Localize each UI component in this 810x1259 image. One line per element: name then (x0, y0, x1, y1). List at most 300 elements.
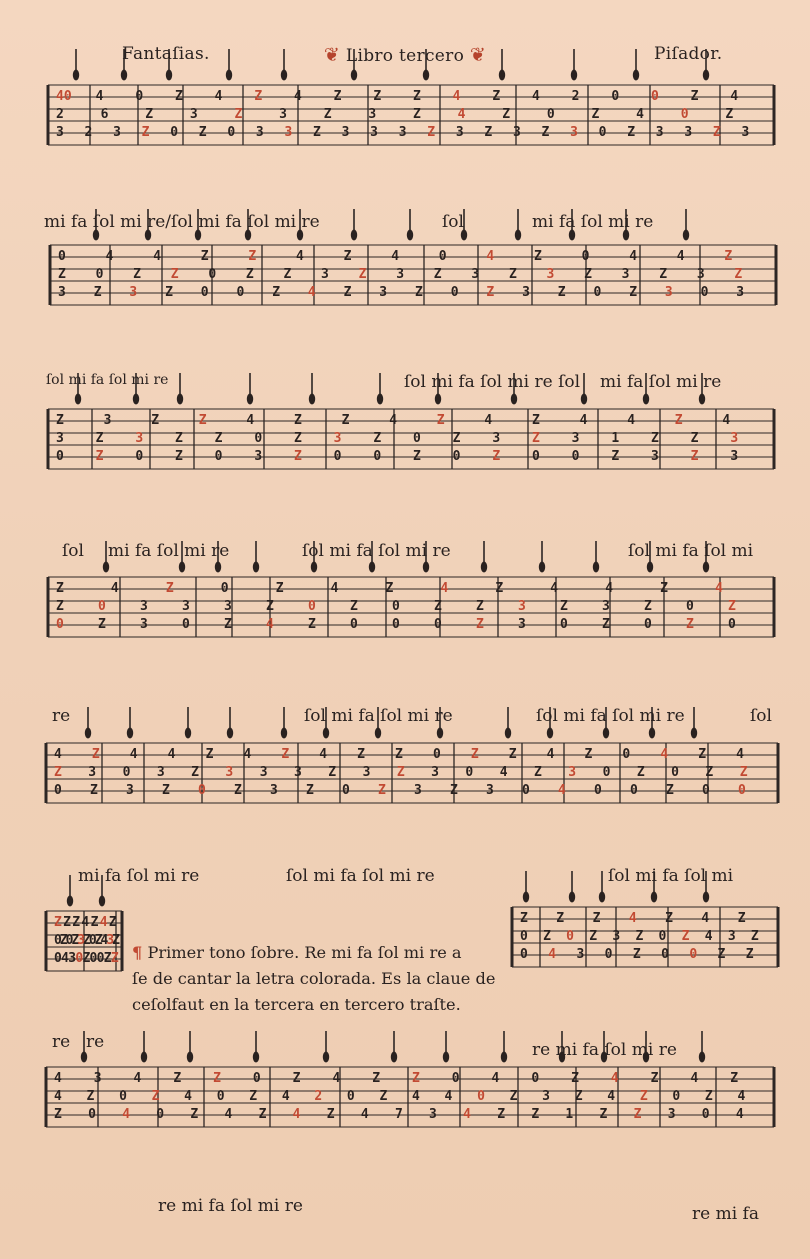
rhythm-sign (547, 728, 553, 739)
tab-cipher: Z (63, 915, 71, 930)
tab-cipher: Z (165, 285, 173, 300)
lyric-syllables: re (86, 1032, 105, 1052)
tab-cipher: 0 (56, 617, 64, 632)
rhythm-sign (253, 562, 259, 573)
tab-cipher: 3 (362, 765, 371, 780)
rhythm-sign (309, 394, 315, 405)
running-header-right: Piſador. (654, 44, 723, 64)
tab-cipher: Z (574, 1089, 583, 1104)
tab-cipher: Z (650, 1071, 659, 1086)
tab-cipher: 0 (532, 449, 540, 464)
tab-cipher: 0 (220, 581, 229, 596)
tab-cipher: 4 (690, 1071, 699, 1086)
tab-cipher: 0 (434, 617, 442, 632)
tab-cipher: 0 (566, 929, 575, 944)
tab-cipher: 0 (465, 765, 474, 780)
lyric-syllables: ſol mi fa ſol mi re (536, 706, 685, 726)
tab-cipher: 3 (68, 951, 77, 966)
tab-cipher: Z (283, 267, 292, 282)
tab-cipher: Z (495, 581, 504, 596)
tab-cipher: 3 (512, 125, 521, 140)
tab-cipher: 4 (558, 783, 566, 798)
tab-cipher: Z (170, 267, 179, 282)
tab-cipher: Z (95, 431, 104, 446)
tab-cipher: Z (56, 581, 64, 596)
rhythm-sign (599, 892, 605, 903)
rhythm-sign (369, 562, 375, 573)
tab-cipher: Z (54, 765, 62, 780)
tab-cipher: Z (91, 747, 100, 762)
tab-cipher: 4 (444, 1089, 453, 1104)
rhythm-sign (643, 394, 649, 405)
tab-cipher: Z (357, 747, 365, 762)
tab-cipher: Z (294, 431, 302, 446)
tab-cipher: Z (175, 431, 183, 446)
tab-cipher: 3 (576, 947, 585, 962)
tab-cipher: 3 (88, 765, 97, 780)
tab-cipher: 0 (170, 125, 179, 140)
tab-cipher: 3 (396, 267, 405, 282)
tab-cipher: 0 (135, 89, 144, 104)
tab-cipher: Z (98, 617, 106, 632)
tab-cipher: Z (745, 947, 754, 962)
tab-cipher: Z (602, 617, 610, 632)
tab-cipher: 4 (307, 285, 316, 300)
rhythm-sign (581, 394, 587, 405)
lyric-syllables: mi fa ſol mi re (532, 212, 654, 232)
lyric-syllables: mi fa ſol mi re (600, 372, 722, 392)
tab-cipher: 0 (346, 1089, 355, 1104)
tab-cipher: Z (245, 267, 254, 282)
tab-cipher: 3 (518, 617, 526, 632)
tab-cipher: Z (198, 413, 207, 428)
rhythm-sign (443, 1052, 449, 1063)
tab-cipher: 0 (58, 249, 66, 264)
tab-cipher: 0 (56, 449, 64, 464)
tab-cipher: 0 (571, 449, 580, 464)
tab-cipher: Z (59, 933, 68, 948)
tab-cipher: 0 (651, 89, 659, 104)
tab-cipher: Z (686, 617, 694, 632)
tab-cipher: Z (627, 125, 636, 140)
tab-cipher: 0 (520, 929, 528, 944)
tab-cipher: 3 (696, 267, 705, 282)
tab-cipher: Z (476, 599, 484, 614)
tab-cipher: Z (333, 89, 342, 104)
tab-cipher: Z (224, 617, 232, 632)
tab-cipher: 0 (546, 107, 555, 122)
tab-cipher: 4 (491, 1071, 500, 1086)
tab-cipher: 4 (546, 747, 555, 762)
rhythm-sign (437, 728, 443, 739)
tab-cipher: 0 (522, 783, 530, 798)
tab-cipher: 3 (254, 449, 263, 464)
tab-cipher: Z (666, 783, 674, 798)
tab-cipher: Z (165, 581, 174, 596)
tab-cipher: Z (379, 1089, 388, 1104)
tab-cipher: 3 (321, 267, 329, 282)
tab-cipher: 0 (65, 933, 74, 948)
tab-cipher: Z (90, 915, 99, 930)
tab-cipher: Z (306, 783, 314, 798)
tab-cipher: 4 (736, 747, 744, 762)
tab-cipher: Z (665, 911, 673, 926)
tab-cipher: 0 (680, 107, 689, 122)
tab-cipher: Z (173, 1071, 182, 1086)
tab-cipher: 0 (252, 1071, 261, 1086)
tab-cipher: Z (133, 267, 141, 282)
tab-cipher: Z (313, 125, 321, 140)
tab-cipher: Z (750, 929, 759, 944)
tab-cipher: 3 (93, 1071, 102, 1086)
tab-cipher: 0 (728, 617, 736, 632)
tab-cipher: Z (112, 933, 121, 948)
tab-cipher: Z (308, 617, 316, 632)
tab-cipher: 3 (414, 783, 422, 798)
tab-cipher: Z (234, 783, 242, 798)
rhythm-sign (703, 892, 709, 903)
tab-cipher: 0 (54, 933, 62, 948)
tab-cipher: 4 (722, 413, 731, 428)
tab-cipher: Z (591, 107, 600, 122)
rhythm-sign (281, 70, 287, 81)
tab-cipher: 4 (730, 89, 739, 104)
tab-cipher: Z (659, 267, 668, 282)
lyric-syllables: ſol mi fa ſol mi re (46, 372, 169, 388)
tab-cipher: 3 (546, 267, 555, 282)
rhythm-sign (511, 394, 517, 405)
tab-cipher: Z (83, 933, 91, 948)
tab-cipher: 3 (568, 765, 577, 780)
tab-cipher: 0 (333, 449, 342, 464)
tab-cipher: Z (734, 267, 743, 282)
tab-cipher: Z (108, 915, 117, 930)
tab-cipher: 2 (84, 125, 93, 140)
tab-cipher: Z (674, 413, 683, 428)
tab-cipher: Z (584, 747, 593, 762)
tab-cipher: Z (86, 1089, 95, 1104)
tab-cipher: 4 (214, 89, 223, 104)
tab-cipher: 0 (156, 1107, 165, 1122)
tab-cipher: 4 (610, 1071, 619, 1086)
tab-cipher: 3 (140, 599, 148, 614)
tab-cipher: Z (599, 1107, 608, 1122)
tab-cipher: 4 (389, 413, 398, 428)
tab-cipher: 3 (113, 125, 121, 140)
tab-cipher: Z (543, 929, 551, 944)
tab-cipher: Z (724, 249, 733, 264)
tab-cipher: Z (730, 1071, 739, 1086)
tab-cipher: Z (660, 581, 668, 596)
tab-cipher: 3 (741, 125, 750, 140)
tab-cipher: Z (190, 1107, 199, 1122)
tab-cipher: 0 (658, 929, 667, 944)
lyric-syllables: mi fa ſol mi re/ſol mi fa ſol mi re (44, 212, 320, 232)
tab-cipher: Z (272, 285, 281, 300)
tab-cipher: 0 (54, 951, 62, 966)
tab-cipher: Z (717, 947, 726, 962)
tab-cipher: 0 (452, 449, 461, 464)
tab-cipher: 0 (88, 1107, 96, 1122)
tab-cipher: Z (412, 1071, 420, 1086)
tab-cipher: Z (294, 413, 302, 428)
tab-cipher: Z (248, 249, 257, 264)
tab-cipher: Z (385, 581, 394, 596)
lyric-syllables: re mi fa ſol mi re (158, 1196, 303, 1216)
tab-cipher: Z (681, 929, 690, 944)
tab-cipher: 0 (308, 599, 316, 614)
tab-cipher: Z (56, 413, 64, 428)
tab-cipher: Z (58, 267, 66, 282)
lyric-syllables: ſol (750, 706, 772, 726)
tab-cipher: 0 (593, 285, 602, 300)
tab-cipher: Z (413, 89, 421, 104)
tab-cipher: 4 (95, 89, 104, 104)
tab-cipher: 2 (571, 89, 580, 104)
tab-cipher: 3 (182, 599, 190, 614)
tab-cipher: 0 (611, 89, 620, 104)
tab-cipher: 3 (135, 431, 144, 446)
rhythm-sign (75, 394, 81, 405)
tab-cipher: 3 (189, 107, 198, 122)
tab-cipher: 3 (341, 125, 350, 140)
tab-cipher: 4 (532, 89, 540, 104)
rhythm-sign (499, 70, 505, 81)
tab-cipher: 0 (135, 449, 144, 464)
tab-cipher: Z (611, 449, 620, 464)
rhythm-sign (435, 394, 441, 405)
tab-cipher: 4 (715, 581, 723, 596)
tab-cipher: 4 (246, 413, 255, 428)
tab-cipher: 0 (227, 125, 236, 140)
tab-cipher: 3 (429, 1107, 437, 1122)
tab-cipher: 4 (463, 1107, 471, 1122)
tab-cipher: 3 (56, 431, 64, 446)
tab-cipher: 3 (655, 125, 664, 140)
tab-cipher: 4 (266, 617, 274, 632)
tab-cipher: Z (258, 1107, 267, 1122)
tab-cipher: 0 (738, 783, 746, 798)
tab-cipher: 0 (672, 1089, 681, 1104)
tab-cipher: 0 (622, 747, 631, 762)
tab-cipher: Z (373, 431, 382, 446)
tab-cipher: 0 (95, 267, 104, 282)
tab-cipher: 4 (660, 747, 669, 762)
rhythm-sign (407, 230, 413, 241)
lyric-syllables: ſol mi fa ſol mi (608, 866, 734, 886)
tab-cipher: 3 (684, 125, 693, 140)
tab-cipher: 3 (368, 107, 377, 122)
tab-cipher: Z (151, 1089, 160, 1104)
tab-cipher: 3 (284, 125, 293, 140)
tab-cipher: 2 (314, 1089, 323, 1104)
tab-cipher: Z (644, 599, 652, 614)
tab-cipher: 0 (531, 1071, 540, 1086)
lyric-syllables: re (52, 1032, 71, 1052)
rhythm-sign (187, 1052, 193, 1063)
tab-cipher: Z (94, 933, 103, 948)
tab-cipher: 0 (602, 765, 611, 780)
tab-cipher: Z (343, 249, 352, 264)
tab-cipher: 0 (438, 249, 447, 264)
tab-cipher: Z (200, 249, 209, 264)
rhythm-sign (215, 562, 221, 573)
rhythm-sign (99, 896, 105, 907)
tab-cipher: 3 (77, 933, 86, 948)
tab-cipher: 3 (518, 599, 526, 614)
tab-cipher: 3 (486, 783, 494, 798)
tab-cipher: 0 (671, 765, 679, 780)
tab-cipher: Z (651, 431, 659, 446)
tab-cipher: 4 (54, 747, 62, 762)
rhythm-sign (375, 728, 381, 739)
tab-cipher: 0 (451, 1071, 460, 1086)
tab-cipher: Z (541, 125, 550, 140)
tab-cipher: 0 (661, 947, 669, 962)
rhythm-sign (515, 230, 521, 241)
tab-cipher: Z (635, 929, 644, 944)
tab-cipher: 3 (570, 125, 578, 140)
tab-cipher: Z (266, 599, 274, 614)
tab-cipher: 0 (122, 765, 131, 780)
tab-cipher: Z (175, 449, 183, 464)
tab-cipher: Z (275, 581, 284, 596)
tab-cipher: Z (492, 89, 501, 104)
tablature-system (48, 40, 778, 170)
tab-cipher: Z (350, 599, 358, 614)
rhythm-sign (539, 562, 545, 573)
rhythm-sign (323, 728, 329, 739)
tab-cipher: Z (54, 915, 62, 930)
tab-cipher: Z (249, 1089, 258, 1104)
tab-cipher: Z (254, 89, 263, 104)
tab-cipher: Z (571, 1071, 579, 1086)
tab-cipher: Z (198, 125, 207, 140)
tab-cipher: Z (486, 285, 495, 300)
rhythm-sign (683, 230, 689, 241)
tab-cipher: 3 (571, 431, 580, 446)
tab-cipher: Z (413, 107, 421, 122)
tab-cipher: Z (532, 413, 540, 428)
tab-cipher: 4 (153, 249, 162, 264)
tab-cipher: Z (560, 599, 568, 614)
tab-cipher: Z (739, 765, 748, 780)
tab-cipher: 4 (499, 765, 508, 780)
lyric-syllables: ſol mi fa ſol mi re (286, 866, 435, 886)
rhythm-sign (253, 1052, 259, 1063)
rhythm-sign (103, 562, 109, 573)
tab-cipher: 0 (560, 617, 568, 632)
rhythm-sign (67, 896, 73, 907)
tab-cipher: Z (358, 267, 367, 282)
tab-cipher: 0 (604, 947, 613, 962)
tab-cipher: 4 (330, 581, 339, 596)
tab-cipher: Z (95, 449, 104, 464)
tab-cipher: 4 (452, 89, 461, 104)
tab-cipher: 0 (216, 1089, 225, 1104)
tab-cipher: 4 (412, 1089, 420, 1104)
tab-cipher: 4 (110, 581, 119, 596)
tab-cipher: 4 (61, 951, 69, 966)
tab-cipher: Z (737, 911, 746, 926)
tab-cipher: 4 (100, 933, 109, 948)
tab-cipher: 4 (292, 1107, 301, 1122)
tab-cipher: Z (343, 285, 352, 300)
tab-cipher: 0 (96, 951, 105, 966)
tab-cipher: Z (712, 125, 721, 140)
tab-cipher: Z (292, 1071, 301, 1086)
rhythm-sign (569, 892, 575, 903)
tab-cipher: 4 (457, 107, 466, 122)
tab-cipher: Z (110, 951, 119, 966)
tab-cipher: 0 (54, 783, 62, 798)
rhythm-sign (647, 562, 653, 573)
tab-cipher: Z (452, 431, 461, 446)
tab-cipher: 0 (119, 1089, 127, 1104)
tab-cipher: Z (557, 285, 566, 300)
tab-cipher: 0 (594, 783, 602, 798)
tab-cipher: 3 (522, 285, 530, 300)
tab-cipher: 3 (224, 599, 232, 614)
tab-cipher: Z (509, 1089, 518, 1104)
tab-cipher: 4 (54, 1089, 62, 1104)
rhythm-sign (703, 70, 709, 81)
tab-cipher: Z (497, 1107, 506, 1122)
tab-cipher: 6 (100, 107, 109, 122)
tab-cipher: 4 (627, 413, 636, 428)
rhythm-sign (177, 394, 183, 405)
tab-cipher: 0 (373, 449, 382, 464)
tab-cipher: 4 (122, 1107, 131, 1122)
tab-cipher: 3 (664, 285, 673, 300)
tab-cipher: 0 (701, 1107, 710, 1122)
tab-cipher: 4 (629, 249, 638, 264)
tab-cipher: Z (205, 747, 214, 762)
rhythm-sign (571, 70, 577, 81)
rhythm-sign (505, 728, 511, 739)
tab-cipher: Z (151, 413, 160, 428)
tab-cipher: 4 (440, 581, 449, 596)
tab-cipher: Z (378, 783, 386, 798)
lyric-syllables: mi fa ſol mi re (108, 541, 230, 561)
tab-cipher: Z (395, 747, 403, 762)
tab-cipher: Z (705, 765, 714, 780)
tab-cipher: 4 (294, 89, 302, 104)
tab-cipher: 0 (686, 599, 694, 614)
tab-cipher: Z (373, 89, 382, 104)
tab-cipher: 0 (214, 449, 223, 464)
tab-cipher: Z (71, 933, 80, 948)
lyric-syllables: re mi fa ſol mi re (532, 1040, 677, 1060)
tab-cipher: 4 (701, 911, 710, 926)
tab-cipher: Z (54, 1107, 62, 1122)
pilcrow-icon: ¶ (132, 943, 143, 962)
tab-cipher: 3 (492, 431, 501, 446)
tab-cipher: Z (434, 599, 442, 614)
tab-cipher: 3 (333, 431, 342, 446)
tab-cipher: 0 (689, 947, 698, 962)
rhythm-sign (81, 1052, 87, 1063)
tab-cipher: Z (534, 765, 542, 780)
lyric-syllables: ſol mi fa ſol mi re ſol (404, 372, 581, 392)
lyric-syllables: ſol (442, 212, 464, 232)
tab-cipher: 3 (398, 125, 407, 140)
tab-cipher: 3 (255, 125, 264, 140)
tab-cipher: Z (82, 951, 91, 966)
tab-cipher: 0 (581, 249, 590, 264)
rhythm-sign (247, 394, 253, 405)
tab-cipher: 4 (129, 747, 138, 762)
